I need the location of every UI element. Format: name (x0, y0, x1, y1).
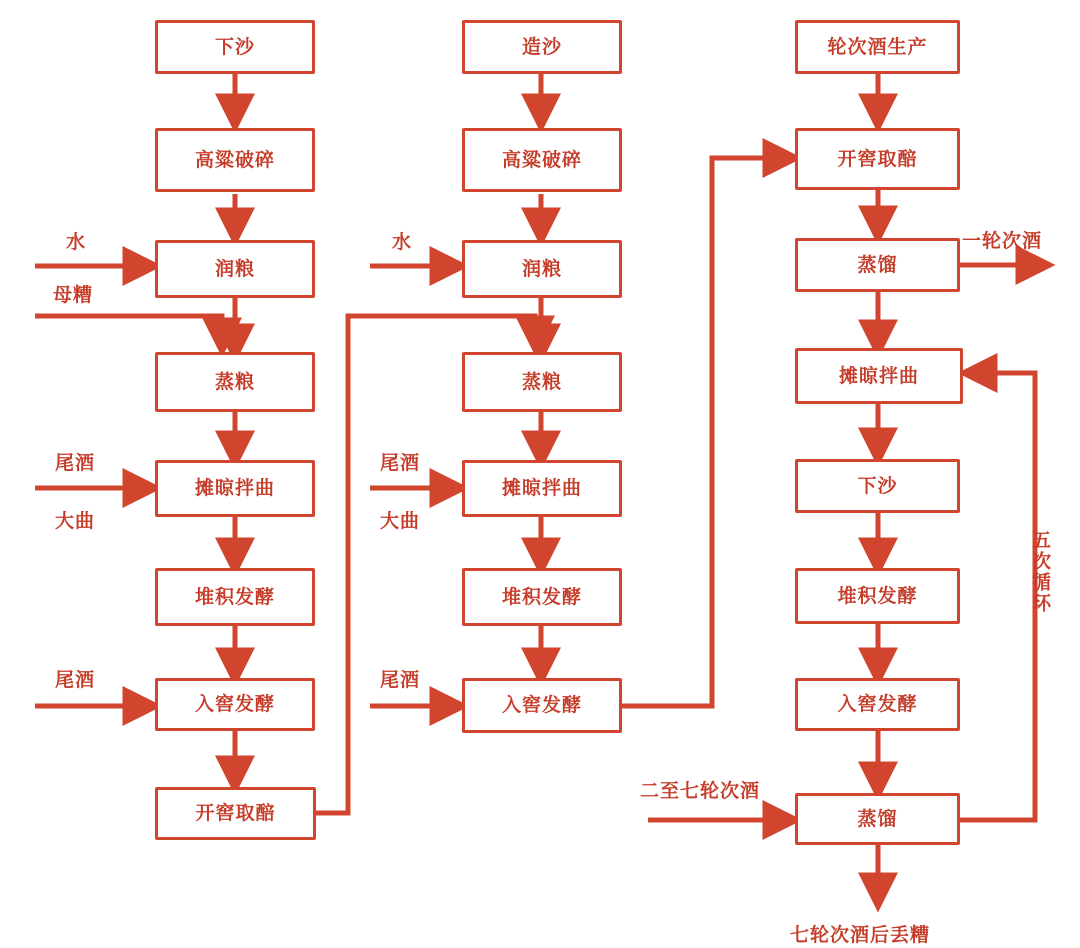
node-c1n6[interactable]: 堆积发酵 (155, 568, 315, 626)
node-c2n3[interactable]: 润粮 (462, 240, 622, 298)
node-c1n3[interactable]: 润粮 (155, 240, 315, 298)
node-c2n6[interactable]: 堆积发酵 (462, 568, 622, 626)
input-label-c2i1: 水 (392, 232, 413, 253)
input-label-c1i2: 母糟 (53, 285, 94, 306)
input-label-c2i4: 尾酒 (380, 670, 421, 691)
node-c1n7[interactable]: 入窖发酵 (155, 678, 315, 731)
input-label-c1i4: 大曲 (55, 511, 96, 532)
output-label-c3o4: 五次循环 (1029, 530, 1050, 614)
node-c2n4[interactable]: 蒸粮 (462, 352, 622, 412)
input-label-c1i5: 尾酒 (55, 670, 96, 691)
node-c3n6[interactable]: 堆积发酵 (795, 568, 960, 624)
output-label-c3o1: 一轮次酒 (962, 231, 1043, 252)
input-label-c1i1: 水 (66, 232, 87, 253)
node-c3n3[interactable]: 蒸馏 (795, 238, 960, 292)
node-c1n5[interactable]: 摊晾拌曲 (155, 460, 315, 517)
node-c3n8[interactable]: 蒸馏 (795, 793, 960, 845)
node-c2n2[interactable]: 高粱破碎 (462, 128, 622, 192)
node-c3n7[interactable]: 入窖发酵 (795, 678, 960, 731)
node-c2n5[interactable]: 摊晾拌曲 (462, 460, 622, 517)
node-c1n8[interactable]: 开窖取醅 (155, 787, 316, 840)
node-c3n4[interactable]: 摊晾拌曲 (795, 348, 963, 404)
node-c3n1[interactable]: 轮次酒生产 (795, 20, 960, 74)
output-label-c3o2: 二至七轮次酒 (640, 781, 761, 802)
input-label-c1i3: 尾酒 (55, 453, 96, 474)
node-c1n1[interactable]: 下沙 (155, 20, 315, 74)
node-c1n2[interactable]: 高粱破碎 (155, 128, 315, 192)
node-c1n4[interactable]: 蒸粮 (155, 352, 315, 412)
node-c2n7[interactable]: 入窖发酵 (462, 678, 622, 733)
input-label-c2i2: 尾酒 (380, 453, 421, 474)
input-label-c2i3: 大曲 (380, 511, 421, 532)
output-label-c3o3: 七轮次酒后丢糟 (790, 925, 931, 946)
node-c3n5[interactable]: 下沙 (795, 459, 960, 513)
node-c3n2[interactable]: 开窖取醅 (795, 128, 960, 190)
node-c2n1[interactable]: 造沙 (462, 20, 622, 74)
